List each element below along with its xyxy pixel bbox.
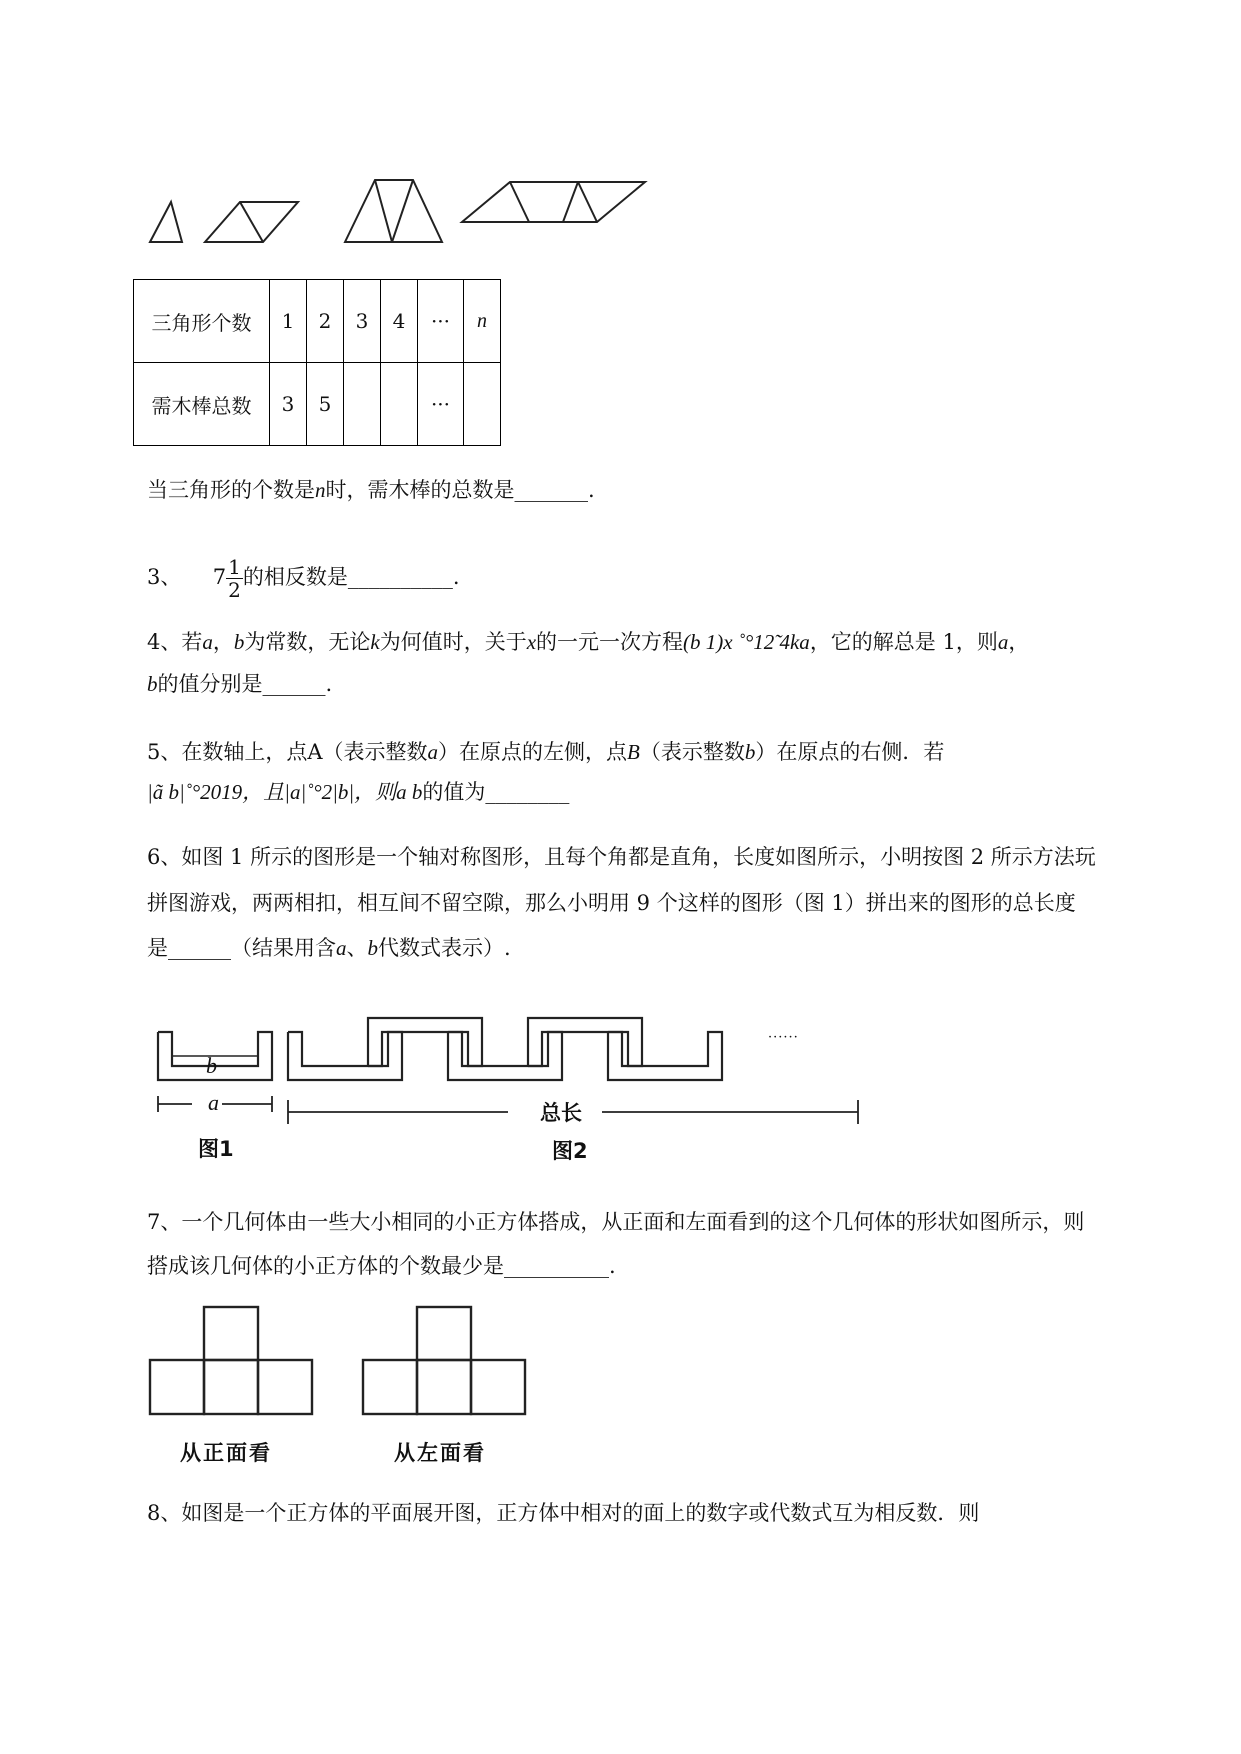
var-a: a [997, 630, 1009, 654]
fig1-caption: 图1 [198, 1137, 234, 1161]
q8-line1: 8、如图是一个正方体的平面展开图，正方体中相对的面上的数字或代数式互为相反数．则 [147, 1501, 980, 1525]
var-b: b [147, 672, 158, 696]
q2-tail: 时，需木棒的总数是_______. [325, 478, 595, 502]
var-b: b [233, 630, 245, 654]
q7-line2: 搭成该几何体的小正方体的个数最少是__________. [147, 1254, 616, 1278]
q5-text: （表示整数 [639, 740, 745, 764]
left-view-caption: 从左面看 [394, 1441, 486, 1465]
table-cell: n [464, 280, 501, 363]
table-cell: 5 [307, 363, 344, 446]
q4-text1: 为常数，无论 [244, 630, 371, 654]
q6-sep: 、 [346, 936, 368, 960]
var-B: B [627, 740, 640, 764]
var-b: b [367, 936, 378, 960]
q5-text: ）在原点的左侧，点 [438, 740, 628, 764]
triangle-sequence-figure [140, 170, 660, 255]
q3-text: 的相反数是__________. [242, 565, 460, 589]
var-a: a [202, 630, 213, 654]
table-cell [381, 363, 418, 446]
stick-count-table [133, 279, 501, 446]
q5-text: 5、在数轴上，点A（表示整数 [147, 740, 428, 764]
q3-number: 3、 [147, 565, 182, 589]
q5-line2 [147, 777, 569, 807]
table-cell [464, 363, 501, 446]
table-cell [344, 363, 381, 446]
var-k: k [370, 630, 380, 654]
row-label: 需木棒总数 [134, 363, 270, 446]
q5-line1 [147, 737, 944, 767]
q5-text: 的值为________ [422, 780, 570, 804]
var-a: a [427, 740, 439, 764]
q4-line2 [147, 669, 332, 699]
q3-whole: 7 [212, 565, 227, 589]
front-view-caption: 从正面看 [180, 1441, 272, 1465]
q4-text2: 为何值时，关于 [379, 630, 527, 654]
q5-vars: a b [396, 780, 423, 804]
fraction-denominator: 2 [228, 578, 241, 602]
q6-line2: 拼图游戏，两两相扣，相互间不留空隙，那么小明用 9 个这样的图形（图 1）拼出来的图形的总长度 [147, 891, 1076, 915]
fig1-label-b: b [206, 1053, 217, 1078]
table-row [134, 363, 501, 446]
q2-question [147, 475, 595, 505]
q4-text4: ，它的解总是 1，则 [809, 630, 998, 654]
fraction-numerator: 1 [228, 555, 241, 579]
q4-prefix: 4、若 [147, 630, 203, 654]
table-cell: ··· [418, 280, 464, 363]
table-cell: ··· [418, 363, 464, 446]
q4-line1: 4、若a，b为常数，无论k为何值时，关于x的一元一次方程(b 1)x ˚°12̃ 4ka，它的解总是 1，则a， [147, 630, 1030, 654]
var-a: a [336, 936, 347, 960]
table-cell: 2 [307, 280, 344, 363]
q6-line1: 6、如图 1 所示的图形是一个轴对称图形，且每个角都是直角，长度如图所示，小明按图 2 所示方法玩 [147, 845, 1096, 869]
q4-comma: ， [212, 630, 234, 654]
row-label: 三角形个数 [134, 280, 270, 363]
fig2-dots: ······ [768, 1030, 799, 1045]
var-x: x [526, 630, 537, 654]
q4-line2-text: 的值分别是______. [157, 672, 333, 696]
q2-text: 当三角形的个数是 [147, 478, 315, 502]
q5-text: ）在原点的右侧．若 [755, 740, 945, 764]
table-row [134, 280, 501, 363]
table-cell: 4 [381, 280, 418, 363]
table-cell: 3 [270, 363, 307, 446]
q6-text: 代数式表示）. [378, 936, 511, 960]
q6-text: 是______（结果用含 [147, 936, 336, 960]
q7-line1: 7、一个几何体由一些大小相同的小正方体搭成，从正面和左面看到的这个几何体的形状如图所示，则 [147, 1210, 1085, 1234]
q6-line3 [147, 933, 511, 963]
table-cell: 1 [270, 280, 307, 363]
var-b: b [744, 740, 756, 764]
table-cell: 3 [344, 280, 381, 363]
var-n: n [315, 478, 326, 502]
puzzle-figures [150, 1000, 870, 1165]
q3-fraction [226, 556, 243, 601]
q5-expression: |ã b|˚°2019，且|a|˚°2|b|，则 [147, 780, 397, 804]
q4-text3: 的一元一次方程 [536, 630, 684, 654]
fig1-label-a: a [208, 1090, 219, 1115]
q4-equation: (b 1)x ˚°12̃ 4ka [683, 630, 810, 654]
fig2-caption: 图2 [552, 1139, 588, 1163]
q3-question [147, 552, 460, 602]
three-views-figure [148, 1305, 538, 1420]
fig2-total-length: 总长 [540, 1101, 582, 1125]
